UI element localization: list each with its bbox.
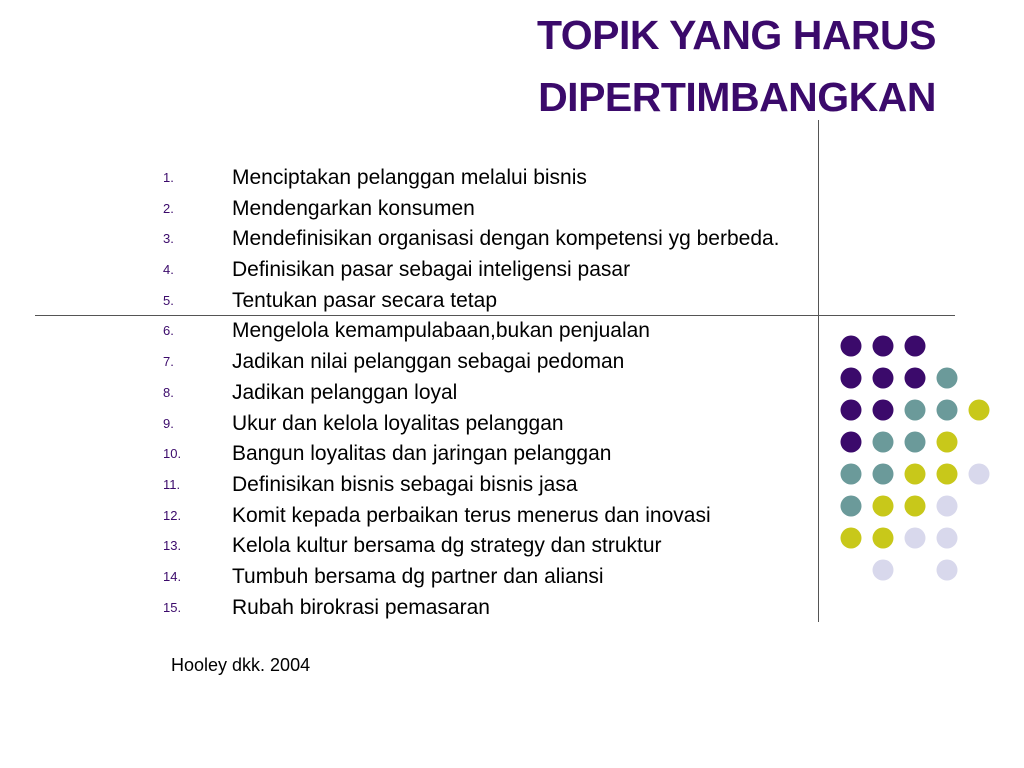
purple-dot: [841, 336, 862, 357]
purple-dot: [873, 336, 894, 357]
list-text: Definisikan pasar sebagai inteligensi pasar: [232, 258, 631, 282]
list-text: Jadikan pelanggan loyal: [232, 380, 458, 404]
purple-dot: [873, 368, 894, 389]
yellow-dot: [937, 432, 958, 453]
teal-dot: [937, 368, 958, 389]
teal-dot: [841, 464, 862, 485]
list-number: 2.: [163, 200, 174, 216]
list-number: 3.: [163, 231, 174, 247]
list-number: 6.: [163, 323, 174, 339]
yellow-dot: [969, 400, 990, 421]
list-number: 13.: [163, 538, 182, 554]
yellow-dot: [873, 528, 894, 549]
list-number: 5.: [163, 292, 174, 308]
lavender-dot: [937, 528, 958, 549]
purple-dot: [841, 400, 862, 421]
slide-title-line-2: DIPERTIMBANGKAN: [538, 74, 936, 120]
slide-title: [336, 4, 936, 128]
teal-dot: [937, 400, 958, 421]
list-text: Menciptakan pelanggan melalui bisnis: [232, 166, 587, 189]
list-number: 14.: [163, 568, 182, 584]
list-number: 9.: [163, 415, 174, 431]
teal-dot: [873, 464, 894, 485]
list-text: Komit kepada perbaikan terus menerus dan inovasi: [232, 503, 711, 527]
list-number: 10.: [163, 446, 182, 462]
slide-title-line-1: TOPIK YANG HARUS: [536, 12, 936, 58]
list-text: Kelola kultur bersama dg strategy dan struktur: [232, 534, 662, 558]
purple-dot: [841, 368, 862, 389]
purple-dot: [905, 336, 926, 357]
list-number: 15.: [163, 599, 182, 615]
yellow-dot: [905, 496, 926, 517]
purple-dot: [873, 400, 894, 421]
source-citation: Hooley dkk. 2004: [171, 655, 311, 675]
teal-dot: [905, 432, 926, 453]
lavender-dot: [969, 464, 990, 485]
lavender-dot: [905, 528, 926, 549]
list-text: Tumbuh bersama dg partner dan aliansi: [232, 564, 604, 588]
list-number: 4.: [163, 262, 174, 278]
list-number: 11.: [163, 476, 181, 492]
lavender-dot: [873, 560, 894, 581]
yellow-dot: [873, 496, 894, 517]
yellow-dot: [937, 464, 958, 485]
purple-dot: [905, 368, 926, 389]
list-text: Rubah birokrasi pemasaran: [232, 595, 490, 619]
list-number: 7.: [163, 354, 174, 370]
yellow-dot: [841, 528, 862, 549]
list-number: 12.: [163, 507, 182, 523]
teal-dot: [841, 496, 862, 517]
lavender-dot: [937, 496, 958, 517]
teal-dot: [905, 400, 926, 421]
list-text: Tentukan pasar secara tetap: [232, 288, 498, 312]
teal-dot: [873, 432, 894, 453]
list-text: Jadikan nilai pelanggan sebagai pedoman: [232, 350, 625, 374]
list-text: Mengelola kemampulabaan,bukan penjualan: [232, 319, 650, 343]
list-text: Mendengarkan konsumen: [232, 196, 475, 220]
list-text: Mendefinisikan organisasi dengan kompetensi yg berbeda.: [232, 227, 780, 251]
yellow-dot: [905, 464, 926, 485]
vertical-divider-line: [818, 120, 819, 622]
list-number: 8.: [163, 384, 174, 400]
lavender-dot: [937, 560, 958, 581]
list-text: Ukur dan kelola loyalitas pelanggan: [232, 411, 564, 435]
list-text: Bangun loyalitas dan jaringan pelanggan: [232, 442, 612, 466]
purple-dot: [841, 432, 862, 453]
list-number: 1.: [163, 170, 174, 185]
list-text: Definisikan bisnis sebagai bisnis jasa: [232, 472, 578, 496]
